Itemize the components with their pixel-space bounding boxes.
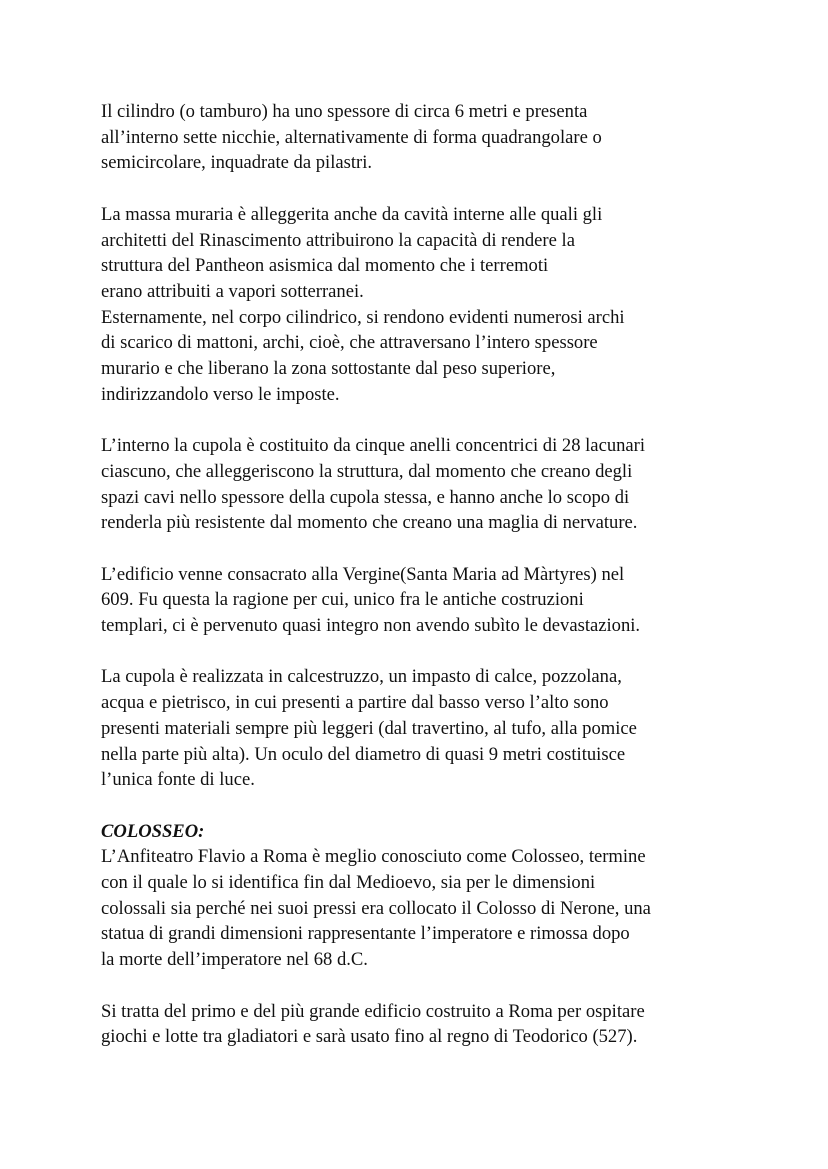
text-line: La cupola è realizzata in calcestruzzo, un impasto di calce, pozzolana, (101, 666, 622, 688)
text-line: Si tratta del primo e del più grande edificio costruito a Roma per ospitare (101, 1000, 645, 1022)
text-line: 609. Fu questa la ragione per cui, unico fra le antiche costruzioni (101, 589, 584, 611)
paragraph-gap (101, 176, 741, 202)
text-line: struttura del Pantheon asismica dal momento che i terremoti (101, 255, 549, 277)
text-line: presenti materiali sempre più leggeri (dal travertino, al tufo, alla pomice (101, 717, 637, 739)
text-line: statua di grandi dimensioni rappresentante l’imperatore e rimossa dopo (101, 923, 630, 945)
document-body (101, 99, 741, 1050)
text-line: di scarico di mattoni, archi, cioè, che attraversano l’intero spessore (101, 332, 598, 354)
text-line: L’interno la cupola è costituito da cinque anelli concentrici di 28 lacunari (101, 435, 646, 457)
text-line: giochi e lotte tra gladiatori e sarà usato fino al regno di Teodorico (527). (101, 1026, 638, 1048)
text-line: indirizzandolo verso le imposte. (101, 383, 340, 405)
text-line: erano attribuiti a vapori sotterranei. (101, 280, 364, 302)
text-line: L’Anfiteatro Flavio a Roma è meglio conosciuto come Colosseo, termine (101, 846, 646, 868)
text-line: la morte dell’imperatore nel 68 d.C. (101, 949, 368, 971)
paragraph-cylinder (101, 99, 741, 176)
text-line: spazi cavi nello spessore della cupola stessa, e hanno anche lo scopo di (101, 486, 630, 508)
paragraph-colosseum-usage (101, 999, 741, 1050)
text-line: semicircolare, inquadrate da pilastri. (101, 152, 373, 174)
text-line: ciascuno, che alleggeriscono la struttura, dal momento che creano degli (101, 460, 633, 482)
paragraph-dome-material (101, 664, 741, 793)
text-line: L’edificio venne consacrato alla Vergine(Santa Maria ad Màrtyres) nel (101, 563, 625, 585)
text-line: Il cilindro (o tamburo) ha uno spessore di circa 6 metri e presenta (101, 101, 588, 122)
paragraph-gap (101, 973, 741, 999)
text-line: renderla più resistente dal momento che creano una maglia di nervature. (101, 512, 638, 534)
section-heading: COLOSSEO: (101, 820, 205, 842)
paragraph-gap (101, 407, 741, 433)
paragraph-colosseum-intro (101, 844, 741, 973)
text-line: l’unica fonte di luce. (101, 769, 255, 791)
paragraph-gap (101, 536, 741, 562)
text-line: Esternamente, nel corpo cilindrico, si rendono evidenti numerosi archi (101, 306, 625, 328)
text-line: acqua e pietrisco, in cui presenti a partire dal basso verso l’alto sono (101, 692, 609, 714)
paragraph-dome-interior (101, 433, 741, 536)
text-line: all’interno sette nicchie, alternativamente di forma quadrangolare o (101, 126, 602, 148)
paragraph-consecration (101, 562, 741, 639)
text-line: nella parte più alta). Un oculo del diametro di quasi 9 metri costituisce (101, 743, 626, 765)
text-line: colossali sia perché nei suoi pressi era collocato il Colosso di Nerone, una (101, 897, 651, 919)
paragraph-gap (101, 639, 741, 665)
text-line: templari, ci è pervenuto quasi integro non avendo subìto le devastazioni. (101, 615, 641, 637)
text-line: murario e che liberano la zona sottostante dal peso superiore, (101, 358, 556, 380)
paragraph-gap (101, 793, 741, 819)
text-line: La massa muraria è alleggerita anche da cavità interne alle quali gli (101, 203, 603, 225)
paragraph-masonry (101, 202, 741, 408)
text-line: con il quale lo si identifica fin dal Medioevo, sia per le dimensioni (101, 872, 596, 894)
text-line: architetti del Rinascimento attribuirono la capacità di rendere la (101, 229, 575, 251)
